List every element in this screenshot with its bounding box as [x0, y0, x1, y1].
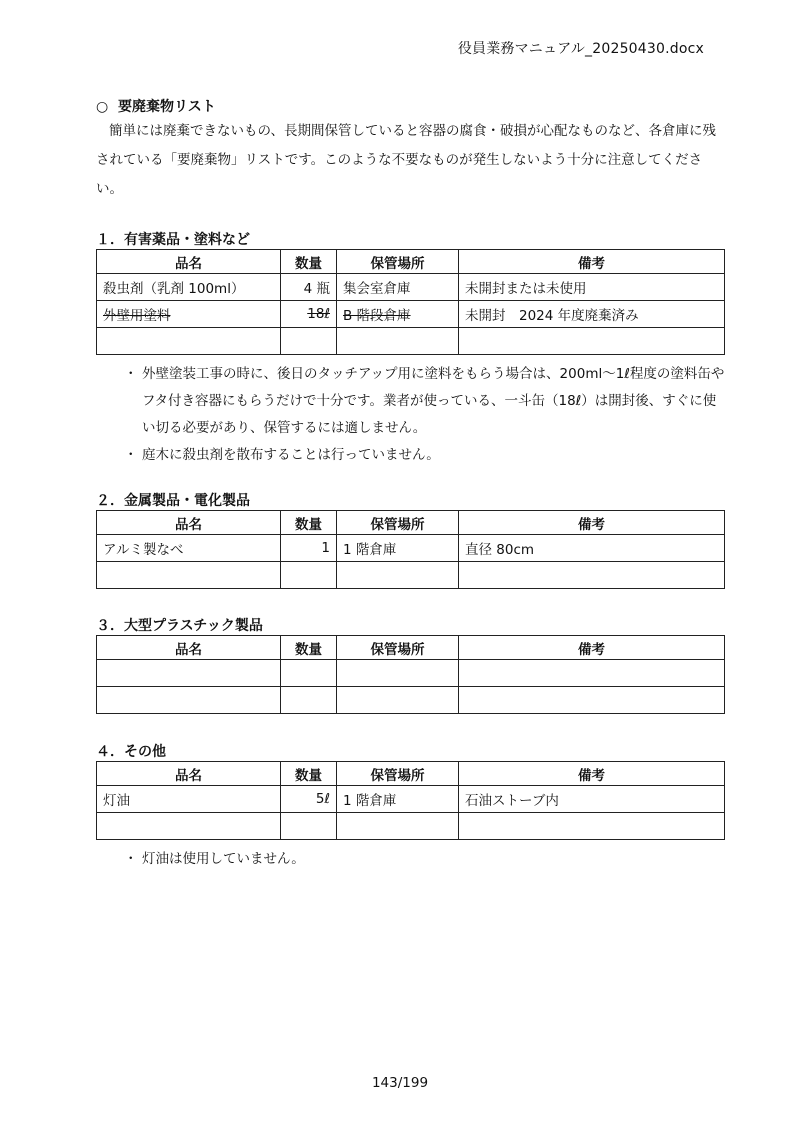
header-qty: 数量: [281, 762, 337, 786]
cell-name: [97, 328, 281, 355]
waste-table: [96, 249, 725, 355]
cell-name: [97, 660, 281, 687]
table-row: [97, 535, 725, 562]
waste-table: [96, 761, 725, 840]
header-name: 品名: [97, 511, 281, 535]
cell-name: 灯油: [97, 786, 281, 813]
cell-qty: [281, 660, 337, 687]
cell-qty: [281, 687, 337, 714]
section-metal: [96, 492, 726, 589]
list-heading: [96, 97, 726, 117]
table-header-row: [97, 511, 725, 535]
page-number: 143/199: [371, 1075, 429, 1091]
waste-table: [96, 510, 725, 589]
table-row: [97, 562, 725, 589]
cell-qty: [281, 328, 337, 355]
cell-place: [337, 660, 459, 687]
table-row: [97, 301, 725, 328]
circle-mark-icon: ○: [96, 99, 109, 115]
list-item: ・ 外壁塗装工事の時に、後日のタッチアップ用に塗料をもらう場合は、200ml〜1ℓ程度の塗料缶やフタ付き容器にもらうだけで十分です。業者が使っている、一斗缶（18ℓ）は開封後、すぐに使い切る必要があり、保管するには適しません。: [96, 361, 726, 442]
header-name: 品名: [97, 250, 281, 274]
section-other: [96, 743, 726, 873]
table-row: [97, 328, 725, 355]
cell-note: 直径 80cm: [459, 535, 725, 562]
section-hazardous: [96, 231, 726, 469]
section-title: ２．金属製品・電化製品: [96, 493, 250, 509]
table-header-row: [97, 250, 725, 274]
header-qty: 数量: [281, 636, 337, 660]
header-note: 備考: [459, 511, 725, 535]
cell-name: アルミ製なべ: [97, 535, 281, 562]
table-row: [97, 660, 725, 687]
list-item: ・ 灯油は使用していません。: [96, 846, 726, 873]
cell-place: [337, 813, 459, 840]
header-qty: 数量: [281, 250, 337, 274]
cell-place: 1 階倉庫: [337, 786, 459, 813]
document-filename: 役員業務マニュアル_20250430.docx: [457, 41, 704, 57]
cell-qty: 5ℓ: [281, 786, 337, 813]
intro-text: 簡単には廃棄できないもの、長期間保管していると容器の腐食・破損が心配なものなど、各倉庫に残されている「要廃棄物」リストです。このような不要なものが発生しないよう十分に注意してください。: [96, 123, 716, 197]
cell-place: [337, 687, 459, 714]
cell-name: [97, 687, 281, 714]
cell-qty: [281, 813, 337, 840]
table-header-row: [97, 636, 725, 660]
header-note: 備考: [459, 636, 725, 660]
cell-name: [97, 813, 281, 840]
cell-note: [459, 660, 725, 687]
bullet-icon: ・: [124, 851, 138, 867]
table-row: [97, 274, 725, 301]
cell-place: [337, 328, 459, 355]
header-name: 品名: [97, 636, 281, 660]
header-name: 品名: [97, 762, 281, 786]
table-header-row: [97, 762, 725, 786]
section-title: １．有害薬品・塗料など: [96, 232, 250, 248]
section-title: ４．その他: [96, 744, 166, 760]
table-row: [97, 813, 725, 840]
list-heading-text: 要廃棄物リスト: [118, 99, 216, 115]
bullet-icon: ・: [124, 366, 138, 382]
header-note: 備考: [459, 762, 725, 786]
intro-paragraph: [96, 117, 726, 204]
header-place: 保管場所: [337, 762, 459, 786]
waste-table: [96, 635, 725, 714]
note-list: [96, 361, 726, 469]
bullet-icon: ・: [124, 447, 138, 463]
note-list: [96, 846, 726, 873]
header-place: 保管場所: [337, 636, 459, 660]
header-place: 保管場所: [337, 511, 459, 535]
cell-qty: [281, 562, 337, 589]
cell-name: 外壁用塗料: [97, 301, 281, 328]
cell-note: 未開封 2024 年度廃棄済み: [459, 301, 725, 328]
header-note: 備考: [459, 250, 725, 274]
cell-note: [459, 813, 725, 840]
section-plastic: [96, 617, 726, 714]
cell-note: 石油ストーブ内: [459, 786, 725, 813]
cell-note: [459, 687, 725, 714]
cell-place: B 階段倉庫: [337, 301, 459, 328]
cell-note: [459, 328, 725, 355]
table-row: [97, 786, 725, 813]
cell-place: 集会室倉庫: [337, 274, 459, 301]
header-qty: 数量: [281, 511, 337, 535]
document-body: [96, 97, 726, 873]
cell-note: 未開封または未使用: [459, 274, 725, 301]
cell-name: 殺虫剤（乳剤 100ml）: [97, 274, 281, 301]
cell-name: [97, 562, 281, 589]
list-item: ・ 庭木に殺虫剤を散布することは行っていません。: [96, 442, 726, 469]
cell-place: 1 階倉庫: [337, 535, 459, 562]
cell-qty: 1: [281, 535, 337, 562]
cell-note: [459, 562, 725, 589]
cell-place: [337, 562, 459, 589]
cell-qty: 4 瓶: [281, 274, 337, 301]
table-row: [97, 687, 725, 714]
cell-qty: 18ℓ: [281, 301, 337, 328]
header-place: 保管場所: [337, 250, 459, 274]
section-title: ３．大型プラスチック製品: [96, 618, 263, 634]
